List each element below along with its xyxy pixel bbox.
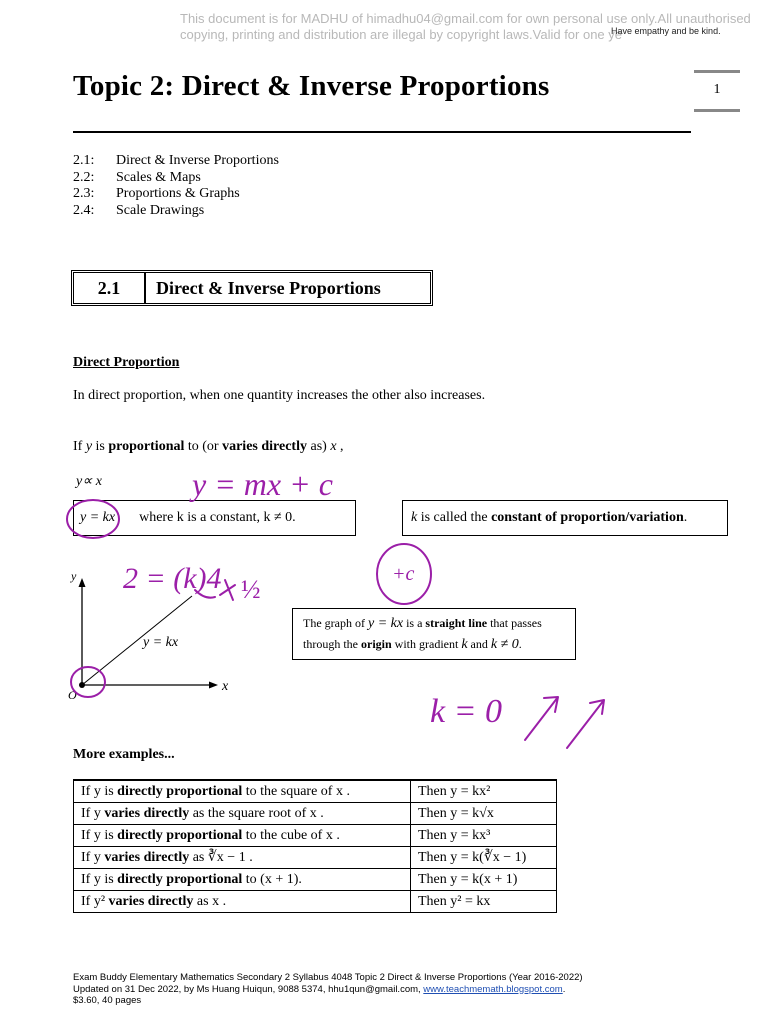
example-condition: If y is directly proportional to the square of x . bbox=[74, 780, 411, 803]
toc-num: 2.3: bbox=[73, 186, 95, 201]
circle-plus-c-icon bbox=[377, 544, 431, 604]
example-result: Then y = kx² bbox=[411, 780, 557, 803]
constant-box: k is called the constant of proportion/variation. bbox=[402, 500, 728, 536]
table-row bbox=[74, 825, 557, 847]
toc-label: Proportions & Graphs bbox=[116, 186, 240, 201]
example-result: Then y = kx³ bbox=[411, 825, 557, 847]
page-number-rule-top bbox=[694, 70, 740, 73]
handwritten-ymxc: y = mx + c bbox=[192, 466, 333, 502]
page-number: 1 bbox=[713, 82, 721, 97]
footer-line-1: Exam Buddy Elementary Mathematics Secondary 2 Syllabus 4048 Topic 2 Direct & Inverse Proportions (Year 2016-2022) bbox=[73, 972, 583, 983]
example-condition: If y² varies directly as x . bbox=[74, 891, 411, 913]
watermark-line-1: This document is for MADHU of himadhu04@gmail.com for own personal use only.All unauthorised bbox=[180, 11, 751, 26]
toc-item[interactable] bbox=[73, 186, 279, 203]
toc-item[interactable] bbox=[73, 170, 279, 187]
proportional-symbol: y∝ x bbox=[76, 474, 102, 489]
graph-note-box: The graph of y = kx is a straight line that passes through the origin with gradient k and k ≠ 0. bbox=[292, 608, 576, 660]
section-heading bbox=[71, 270, 433, 306]
page-number-rule-bottom bbox=[694, 109, 740, 112]
footer-line-2: Updated on 31 Dec 2022, by Ms Huang Huiqun, 9088 5374, hhu1qun@gmail.com, www.teachmemath.blogspot.com. bbox=[73, 983, 566, 995]
example-result: Then y = k(∛x − 1) bbox=[411, 847, 557, 869]
footer bbox=[73, 972, 583, 1007]
toc-num: 2.4: bbox=[73, 202, 95, 218]
y-axis-label: y bbox=[71, 569, 77, 583]
example-result: Then y = k√x bbox=[411, 803, 557, 825]
more-examples-heading: More examples... bbox=[73, 747, 175, 762]
handwritten-2-k-4: 2 = (k)4 bbox=[123, 562, 222, 595]
title-rule bbox=[73, 131, 691, 133]
formula-box bbox=[73, 500, 356, 536]
table-row bbox=[74, 847, 557, 869]
section-name: Direct & Inverse Proportions bbox=[156, 277, 381, 298]
blog-link[interactable]: www.teachmemath.blogspot.com bbox=[423, 983, 563, 995]
example-result: Then y = k(x + 1) bbox=[411, 869, 557, 891]
toc-label: Scale Drawings bbox=[116, 202, 205, 218]
toc-item[interactable] bbox=[73, 203, 279, 220]
examples-table bbox=[73, 779, 557, 913]
handwritten-k-zero: k = 0 bbox=[430, 693, 503, 730]
table-row bbox=[74, 869, 557, 891]
toc-num: 2.1: bbox=[73, 153, 95, 168]
table-row bbox=[74, 780, 557, 803]
table-row bbox=[74, 803, 557, 825]
example-result: Then y² = kx bbox=[411, 891, 557, 913]
toc-num: 2.2: bbox=[73, 169, 95, 185]
toc-item[interactable] bbox=[73, 153, 279, 170]
arrow-up-right-icon bbox=[525, 697, 558, 740]
example-condition: If y varies directly as the square root of x . bbox=[74, 803, 411, 825]
line-label: y = kx bbox=[143, 635, 179, 650]
formula-eq: y = kx bbox=[80, 510, 116, 525]
footer-line-3: $3.60, 40 pages bbox=[73, 995, 142, 1006]
table-of-contents bbox=[73, 153, 279, 219]
direct-proportion-heading: Direct Proportion bbox=[73, 355, 180, 370]
handwritten-half: ½ bbox=[241, 575, 261, 604]
formula-text: where k is a constant, k ≠ 0. bbox=[139, 510, 296, 525]
toc-label: Scales & Maps bbox=[116, 169, 201, 185]
toc-label: Direct & Inverse Proportions bbox=[116, 153, 279, 168]
watermark-line-2: copying, printing and distribution are illegal by copyright laws.Valid for one ye bbox=[180, 27, 623, 42]
definition-line: If y is proportional to (or varies directly as) x , bbox=[73, 439, 344, 454]
direct-proportion-intro: In direct proportion, when one quantity increases the other also increases. bbox=[73, 388, 486, 403]
arrow-up-right-icon bbox=[567, 700, 604, 748]
origin-dot bbox=[79, 682, 85, 688]
motto: Have empathy and be kind. bbox=[611, 26, 721, 36]
table-row bbox=[74, 891, 557, 913]
y-axis-arrow-icon bbox=[79, 578, 86, 587]
origin-label: O bbox=[68, 688, 77, 702]
x-axis-arrow-icon bbox=[209, 682, 218, 689]
x-axis-label: x bbox=[222, 679, 229, 694]
page-title: Topic 2: Direct & Inverse Proportions bbox=[73, 70, 550, 102]
example-condition: If y is directly proportional to the cube of x . bbox=[74, 825, 411, 847]
example-condition: If y varies directly as ∛x − 1 . bbox=[74, 847, 411, 869]
handwritten-plus-c: +c bbox=[392, 563, 415, 585]
section-number: 2.1 bbox=[74, 273, 146, 303]
example-condition: If y is directly proportional to (x + 1). bbox=[74, 869, 411, 891]
